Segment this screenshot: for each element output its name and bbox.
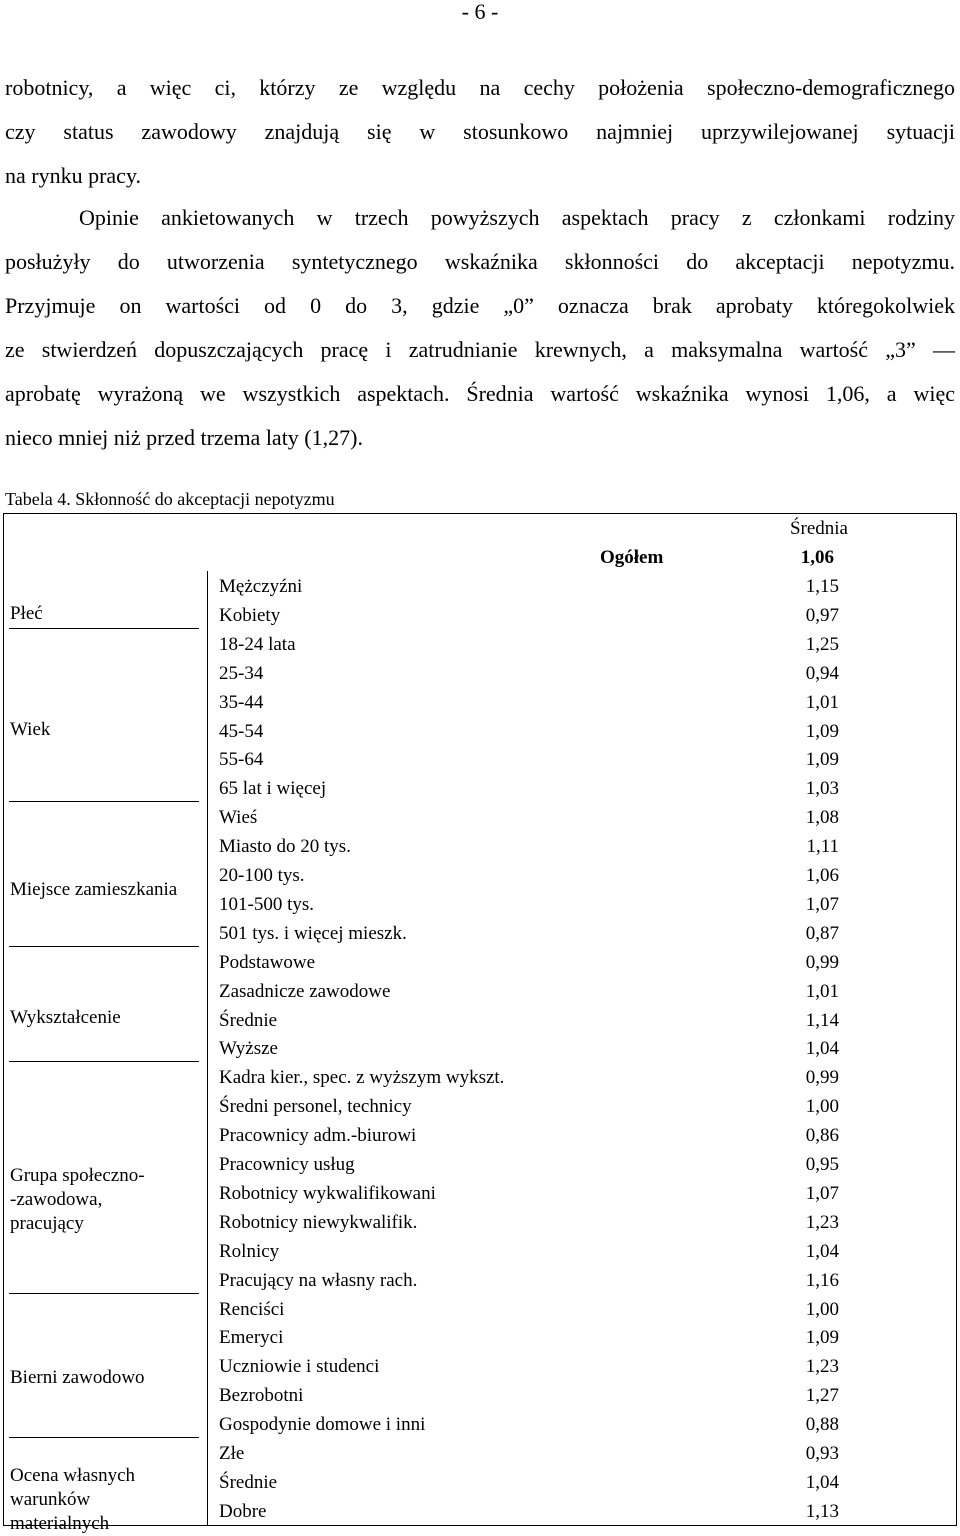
row-label: 501 tys. i więcej mieszk. xyxy=(219,922,407,944)
table-row xyxy=(219,1066,839,1090)
row-value: 1,09 xyxy=(805,749,839,771)
row-value: 1,07 xyxy=(805,893,839,915)
row-value: 0,94 xyxy=(805,662,839,684)
row-value: 0,99 xyxy=(805,1067,839,1089)
row-value: 1,08 xyxy=(805,807,839,829)
table-row xyxy=(219,1326,839,1350)
table-row xyxy=(219,1471,839,1495)
table-row xyxy=(219,1095,839,1119)
row-value: 0,86 xyxy=(805,1125,839,1147)
row-label: 18-24 lata xyxy=(219,633,296,655)
table-row xyxy=(219,1211,839,1235)
paragraph-line: aprobatę wyrażoną we wszystkich aspektach. Średnia wartość wskaźnika wynosi 1,06, a więc xyxy=(5,381,955,406)
table-row xyxy=(219,864,839,888)
row-label: Wyższe xyxy=(219,1038,278,1060)
group-label: Płeć xyxy=(10,603,43,624)
row-value: 1,13 xyxy=(805,1500,839,1522)
row-value: 1,11 xyxy=(806,836,839,858)
row-label: 101-500 tys. xyxy=(219,893,314,915)
paragraph-line: czy status zawodowy znajdują się w stosunkowo najmniej uprzywilejowanej sytuacji xyxy=(5,119,955,144)
table-row xyxy=(219,633,839,657)
row-value: 1,09 xyxy=(805,1327,839,1349)
page-number: - 6 - xyxy=(461,0,499,24)
table-row xyxy=(219,604,839,628)
table-row xyxy=(219,835,839,859)
table-row xyxy=(219,748,839,772)
table-row xyxy=(219,1240,839,1264)
row-value: 0,88 xyxy=(805,1414,839,1436)
row-label: 55-64 xyxy=(219,749,264,771)
table-row xyxy=(219,662,839,686)
table-row xyxy=(219,720,839,744)
paragraph-line: nieco mniej niż przed trzema laty (1,27). xyxy=(5,425,363,450)
row-value: 1,09 xyxy=(805,720,839,742)
table-row xyxy=(219,1153,839,1177)
row-label: Pracownicy adm.-biurowi xyxy=(219,1125,417,1147)
row-label: Miasto do 20 tys. xyxy=(219,836,351,858)
group-separator xyxy=(9,1293,199,1294)
table-row xyxy=(219,922,839,946)
row-value: 1,01 xyxy=(805,980,839,1002)
table-caption: Tabela 4. Skłonność do akceptacji nepotyzmu xyxy=(5,489,335,509)
row-value: 1,27 xyxy=(805,1385,839,1407)
row-label: Bezrobotni xyxy=(219,1385,304,1407)
table-row xyxy=(219,1298,839,1322)
group-label: Wiek xyxy=(10,719,51,740)
row-label: Robotnicy wykwalifikowani xyxy=(219,1182,436,1204)
row-value: 1,00 xyxy=(805,1298,839,1320)
column-header-srednia: Średnia xyxy=(789,518,848,539)
table-row xyxy=(219,1037,839,1061)
group-label: Bierni zawodowo xyxy=(10,1367,145,1388)
row-label: 65 lat i więcej xyxy=(219,778,327,800)
total-value: 1,06 xyxy=(800,547,834,568)
row-label: 25-34 xyxy=(219,662,264,684)
row-value: 1,15 xyxy=(805,576,839,597)
row-value: 0,97 xyxy=(805,604,839,626)
group-label: Grupa społeczno- -zawodowa, pracujący xyxy=(10,1165,145,1234)
row-value: 0,87 xyxy=(805,922,839,944)
paragraph-line: Przyjmuje on wartości od 0 do 3, gdzie „0” oznacza brak aprobaty któregokolwiek xyxy=(5,293,955,318)
table-row xyxy=(219,1182,839,1206)
data-table xyxy=(3,513,957,1534)
paragraph-line: posłużyły do utworzenia syntetycznego wskaźnika skłonności do akceptacji nepotyzmu. xyxy=(5,249,955,274)
row-value: 1,07 xyxy=(805,1182,839,1204)
row-label: Kobiety xyxy=(219,604,281,626)
paragraph-line: Opinie ankietowanych w trzech powyższych aspektach pracy z członkami rodziny xyxy=(79,205,955,230)
row-label: Gospodynie domowe i inni xyxy=(219,1414,426,1436)
row-value: 1,01 xyxy=(805,691,839,713)
row-label: Wieś xyxy=(219,807,258,829)
table-row xyxy=(219,777,839,801)
table-row xyxy=(219,1384,839,1408)
group-label: Wykształcenie xyxy=(10,1007,121,1028)
row-label: Robotnicy niewykwalifik. xyxy=(219,1211,418,1233)
row-label: Kadra kier., spec. z wyższym wykszt. xyxy=(219,1067,505,1089)
paragraph-1 xyxy=(5,66,955,198)
paragraph-line: robotnicy, a więc ci, którzy ze względu na cechy położenia społeczno-demograficznego xyxy=(5,75,955,100)
row-value: 1,16 xyxy=(805,1269,839,1291)
row-value: 1,04 xyxy=(805,1471,839,1493)
row-value: 1,23 xyxy=(805,1356,839,1378)
group-separator xyxy=(9,946,199,947)
row-value: 1,04 xyxy=(805,1240,839,1262)
table-row xyxy=(219,1413,839,1437)
row-label: Średni personel, technicy xyxy=(219,1096,412,1118)
row-value: 1,14 xyxy=(805,1009,839,1031)
table-row xyxy=(219,1124,839,1148)
row-value: 1,25 xyxy=(805,633,839,655)
row-label: 45-54 xyxy=(219,720,264,742)
row-value: 0,95 xyxy=(805,1154,839,1175)
row-label: Pracownicy usług xyxy=(219,1154,355,1175)
table-row xyxy=(219,1500,839,1524)
table-row xyxy=(219,1442,839,1466)
row-label: Uczniowie i studenci xyxy=(219,1356,380,1378)
table-row xyxy=(219,1009,839,1033)
row-label: Rolnicy xyxy=(219,1240,280,1262)
table-row xyxy=(219,893,839,917)
table-row xyxy=(219,806,839,830)
table-row xyxy=(219,951,839,975)
row-value: 0,93 xyxy=(805,1443,839,1464)
table-row xyxy=(219,691,839,715)
row-label: Renciści xyxy=(219,1298,285,1320)
row-label: Emeryci xyxy=(219,1327,284,1349)
group-separator xyxy=(9,1061,199,1062)
total-label: Ogółem xyxy=(600,547,664,568)
column-divider xyxy=(207,571,208,1525)
row-label: Podstawowe xyxy=(219,951,316,973)
row-label: 35-44 xyxy=(219,691,264,713)
row-label: Średnie xyxy=(219,1009,278,1031)
group-separator xyxy=(9,801,199,802)
paragraph-2 xyxy=(5,196,955,460)
row-value: 1,04 xyxy=(805,1038,839,1060)
table-row xyxy=(219,575,839,599)
group-label: Ocena własnych warunków materialnych xyxy=(10,1465,136,1534)
group-label: Miejsce zamieszkania xyxy=(10,879,178,900)
table-row xyxy=(219,1355,839,1379)
row-label: 20-100 tys. xyxy=(219,865,305,886)
table-row xyxy=(219,980,839,1004)
row-label: Zasadnicze zawodowe xyxy=(219,980,391,1002)
row-value: 1,00 xyxy=(805,1096,839,1118)
row-value: 0,99 xyxy=(805,951,839,973)
row-value: 1,03 xyxy=(805,778,839,800)
group-separator xyxy=(9,628,199,629)
row-value: 1,23 xyxy=(805,1211,839,1233)
row-label: Pracujący na własny rach. xyxy=(219,1269,418,1291)
row-label: Dobre xyxy=(219,1500,267,1522)
row-label: Mężczyźni xyxy=(219,576,303,597)
row-value: 1,06 xyxy=(805,865,839,886)
paragraph-line: ze stwierdzeń dopuszczających pracę i zatrudnianie krewnych, a maksymalna wartość „3” — xyxy=(5,337,955,362)
row-label: Złe xyxy=(219,1443,245,1464)
group-separator xyxy=(9,1437,199,1438)
paragraph-line: na rynku pracy. xyxy=(5,163,142,188)
table-row xyxy=(219,1269,839,1293)
row-label: Średnie xyxy=(219,1471,278,1493)
